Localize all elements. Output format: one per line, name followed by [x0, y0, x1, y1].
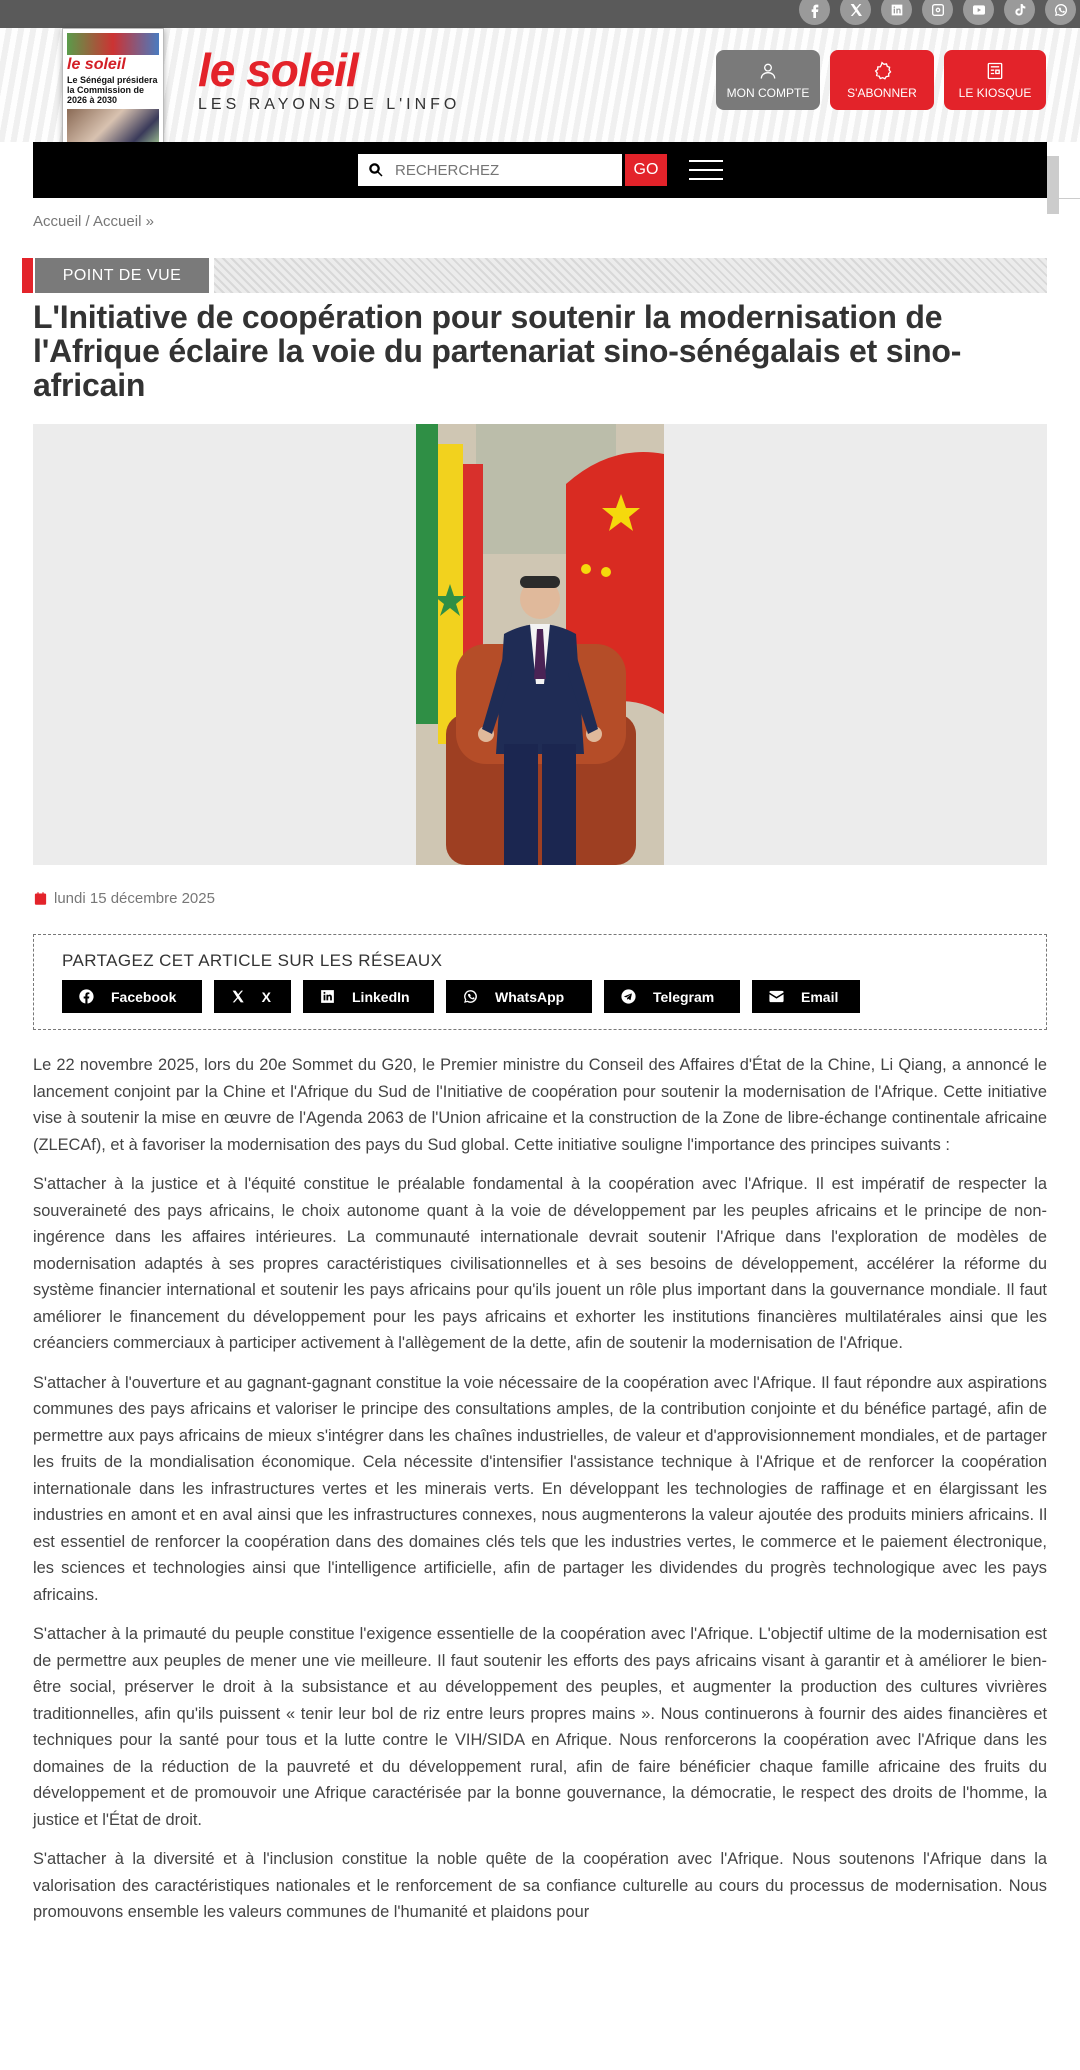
share-x-button[interactable] — [214, 980, 291, 1013]
article-date-text: lundi 15 décembre 2025 — [54, 890, 215, 907]
category-stripes — [214, 258, 1047, 293]
share-email-button[interactable] — [752, 980, 860, 1013]
share-linkedin-label: LinkedIn — [352, 988, 410, 1005]
share-facebook-label: Facebook — [111, 988, 177, 1005]
side-divider — [1059, 198, 1080, 199]
whatsapp-icon — [462, 988, 479, 1005]
breadcrumb — [33, 213, 154, 230]
subscribe-label: S'ABONNER — [847, 85, 917, 100]
side-scroll-tab[interactable] — [1047, 156, 1059, 214]
share-box — [33, 934, 1047, 1030]
breadcrumb-home-link[interactable]: Accueil — [33, 213, 82, 230]
social-links — [799, 0, 1080, 25]
article-hero-image — [33, 424, 1047, 865]
x-icon[interactable] — [840, 0, 871, 25]
search-box — [358, 154, 622, 186]
nav-bar — [33, 142, 1047, 198]
facebook-icon[interactable] — [799, 0, 830, 25]
x-icon — [230, 988, 246, 1005]
share-x-label: X — [261, 988, 271, 1005]
article-paragraph: Le 22 novembre 2025, lors du 20e Sommet du G20, le Premier ministre du Conseil des Affaires d'État de la Chine, Li Qiang, a annoncé le lancement conjoint par la Chine et l'Afrique du Sud de l'Initiative de coopération pour soutenir la modernisation de l'Afrique. Cette initiative vise à soutenir la mise en œuvre de l'Agenda 2063 de l'Union africaine et la construction de la Zone de libre-échange continentale africaine (ZLECAf), et à favoriser la modernisation des pays du Sud global. Cette initiative souligne l'importance des principes suivants : — [33, 1056, 1047, 1154]
newspaper-icon — [985, 61, 1005, 81]
my-account-button[interactable] — [716, 50, 820, 110]
email-icon — [768, 988, 785, 1005]
linkedin-icon — [319, 988, 336, 1005]
kiosk-button[interactable] — [944, 50, 1046, 110]
share-linkedin-button[interactable] — [303, 980, 434, 1013]
top-social-bar — [0, 0, 1080, 28]
share-telegram-button[interactable] — [604, 980, 740, 1013]
youtube-icon[interactable] — [963, 0, 994, 25]
breadcrumb-current-link[interactable]: Accueil » — [93, 213, 154, 230]
share-title: PARTAGEZ CET ARTICLE SUR LES RÉSEAUX — [62, 951, 443, 970]
category-accent — [22, 258, 33, 293]
newspaper-banner — [67, 33, 159, 55]
share-whatsapp-label: WhatsApp — [495, 988, 565, 1005]
subscribe-button[interactable] — [830, 50, 934, 110]
search-go-button[interactable]: GO — [625, 154, 667, 186]
article-paragraph: S'attacher à la diversité et à l'inclusion constitue la noble quête de la coopération avec l'Afrique. Nous soutenons l'Afrique dans la valorisation des caractéristiques nationales et le renforcement de sa confiance culturelle au cours du processus de modernisation. Nous promouvons ensemble les valeurs communes de l'humanité et plaidons pour — [33, 1850, 1047, 1921]
article-body — [33, 1052, 1047, 1939]
instagram-icon[interactable] — [922, 0, 953, 25]
share-whatsapp-button[interactable] — [446, 980, 592, 1013]
calendar-icon — [33, 891, 48, 906]
article-paragraph: S'attacher à l'ouverture et au gagnant-gagnant constitue la voie nécessaire de la coopération avec l'Afrique. Il faut répondre aux aspirations communes des pays africains et valoriser le principe des consultations amples, de la contribution conjointe et du bénéfice partagé, afin de permettre aux pays africains de mieux s'intégrer dans les chaînes industrielles, de valeur et d'approvisionnement mondiales, et de partager les fruits de la mondialisation économique. Cela nécessite d'intensifier l'assistance technique à l'Afrique et de renforcer la coopération internationale dans les infrastructures vertes et les minerais verts. En développant les technologies de raffinage et en élargissant les industries en amont et en aval ainsi que les infrastructures connexes, nous augmenterons la valeur ajoutée des produits miniers africains. Il est essentiel de renforcer la coopération dans des domaines clés tels que les industries vertes, le commerce et le paiement électronique, les sciences et technologies ainsi que l'intelligence artificielle, afin de partager les dividendes du progrès technologique avec les pays africains. — [33, 1373, 1047, 1604]
search-input[interactable] — [395, 162, 615, 179]
site-logo[interactable] — [198, 46, 460, 114]
logo-wordmark: le soleil — [198, 44, 358, 96]
hamburger-menu-icon[interactable] — [689, 160, 723, 180]
share-facebook-button[interactable] — [62, 980, 202, 1013]
article-paragraph: S'attacher à la justice et à l'équité constitue le préalable fondamental à la coopération avec l'Afrique. Il est impératif de respecter la souveraineté des pays africains, le choix autonome quant à la voie de développement par les peuples africains et le principe de non-ingérence dans les affaires intérieures. La communauté internationale devrait soutenir l'Afrique dans l'exploration de modèles de modernisation adaptés à ses propres caractéristiques civilisationnelles et à ses besoins de développement, accélérer la réforme du système financier international et soutenir les pays africains pour qu'ils jouent un rôle plus important dans la gouvernance mondiale. Il faut améliorer le financement du développement pour les pays africains et exhorter les institutions financières multilatérales ainsi que les créanciers commerciaux à participer activement à l'allègement de la dette, afin de soutenir la modernisation de l'Afrique. — [33, 1175, 1047, 1352]
newspaper-brand: le soleil — [67, 56, 126, 73]
user-icon — [758, 61, 778, 81]
search-icon — [367, 161, 385, 179]
breadcrumb-separator: / — [81, 213, 94, 230]
site-header — [0, 28, 1080, 142]
facebook-icon — [78, 988, 95, 1005]
my-account-label: MON COMPTE — [726, 85, 810, 100]
article-date — [33, 890, 215, 907]
badge-icon — [872, 61, 892, 81]
linkedin-icon[interactable] — [881, 0, 912, 25]
logo-tagline: LES RAYONS DE L'INFO — [198, 96, 461, 113]
share-telegram-label: Telegram — [653, 988, 715, 1005]
article-paragraph: S'attacher à la primauté du peuple constitue l'exigence essentielle de la coopération avec l'Afrique. L'objectif ultime de la modernisation est de permettre aux peuples de mener une vie meilleure. Il faut soutenir les efforts des pays africains visant à garantir et à améliorer le bien-être social, préserver le droit à la subsistance et au développement des peuples, et augmenter la production des cultures vivrières traditionnelles, afin qu'ils puissent « tenir leur bol de riz entre leurs propres mains ». Nous continuerons à fournir des aides financières et techniques pour la santé pour tous et la lutte contre le VIH/SIDA en Afrique. Nous renforcerons la coopération avec l'Afrique dans les domaines de la réduction de la pauvreté et du développement rural, afin de faire bénéficier chaque famille africaine des fruits du développement et de promouvoir une Afrique caractérisée par la bonne gouvernance, la démocratie, le respect des droits de l'homme, la justice et l'État de droit. — [33, 1625, 1047, 1829]
whatsapp-icon[interactable] — [1045, 0, 1076, 25]
official-portrait-illustration — [416, 424, 664, 865]
hero-photo — [416, 424, 664, 865]
kiosk-label: LE KIOSQUE — [958, 85, 1032, 100]
article-title: L'Initiative de coopération pour soutenir la modernisation de l'Afrique éclaire la voie du partenariat sino-sénégalais et sino-africain — [33, 299, 962, 403]
share-buttons — [62, 980, 860, 1013]
newspaper-headline: Le Sénégal présidera la Commission de 2026 à 2030 — [67, 75, 158, 105]
share-email-label: Email — [801, 988, 839, 1005]
telegram-icon — [620, 988, 637, 1005]
tiktok-icon[interactable] — [1004, 0, 1035, 25]
category-label[interactable]: POINT DE VUE — [35, 258, 209, 293]
